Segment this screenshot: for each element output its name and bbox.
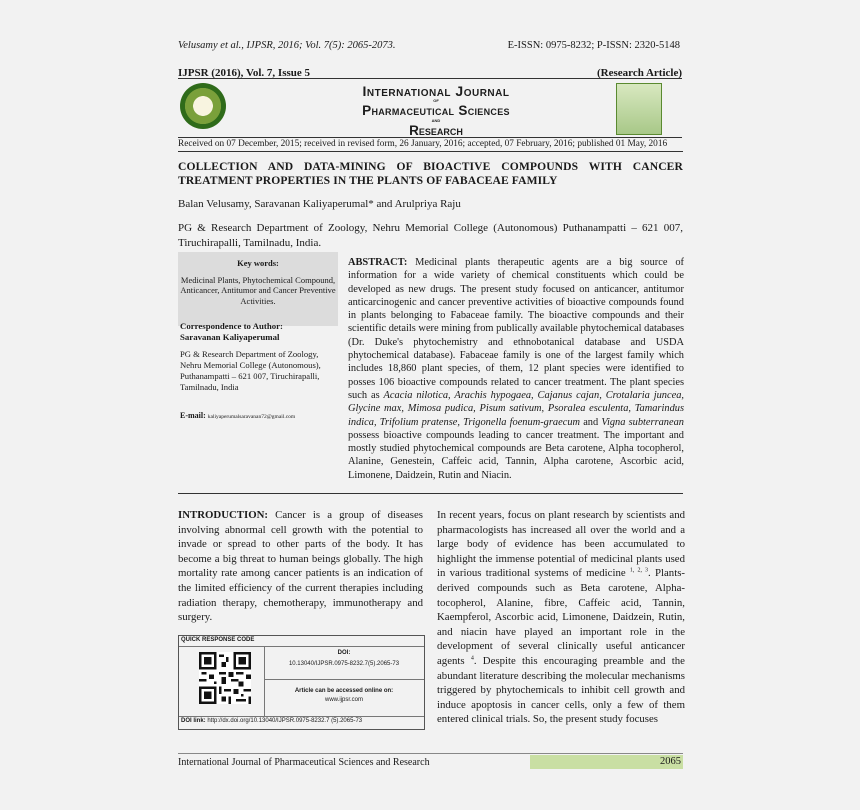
intro-text: Cancer is a group of diseases involving abnormal cell growth with the potential to invade or spread to other parts of the body. It has become a big threat to human beings globally. The high mortality rate among cancer patients is an indication of the limited efficiency of the current therapies including radiation therapy, chemotherapy, immunotherapy and surgery.: [178, 509, 423, 624]
email-label: E-mail:: [180, 411, 206, 420]
body-text-1: In recent years, focus on plant research by scientists and pharmacologists has increased all over the world and a large body of evidence has been accumulated to highlight the immense potential of medicinal plants used in various traditional systems of medicine: [437, 509, 685, 580]
introduction: [178, 508, 423, 625]
journal-logo-icon: [180, 83, 226, 129]
access-label: Article can be accessed online on:: [294, 688, 394, 694]
keywords-box: [178, 252, 338, 326]
access-link[interactable]: www.ijpsr.com: [324, 697, 363, 703]
header-issn: E-ISSN: 0975-8232; P-ISSN: 2320-5148: [507, 40, 680, 51]
journal-name-line2: of: [433, 98, 439, 104]
journal-name: [336, 84, 536, 137]
paper-title: COLLECTION AND DATA-MINING OF BIOACTIVE COMPOUNDS WITH CANCER TREATMENT PROPERTIES IN THE PLANTS OF FABACEAE FAMILY: [178, 160, 683, 187]
header-citation: Velusamy et al., IJPSR, 2016; Vol. 7(5): 2065-2073.: [178, 40, 396, 51]
doi-label: DOI:: [337, 650, 351, 656]
page-number: 2065: [660, 756, 681, 767]
body-text-3: . Despite this encouraging preamble and the abundant literature describing the molecular mechanisms triggered by phytochemicals to inhibit cell growth and induce apoptosis in cancer cells, only a few of them entered clinical trials. So, the present study focuses: [437, 654, 685, 726]
abstract-text-1: Medicinal plants therapeutic agents are a big source of information for a wide variety of chemical constituents which could be developed as new drugs. The present study focused on anticancer, antitumor anticarcinogenic and cancer preventive activities of bioactive compounds found in plants belonging to Fabaceae family. The bioactive compounds and their scientific details were mining from publically available phytochemical databases (Dr. Duke's phytochemistry and ethnobotanical database and USDA phytochemical database). Fabaceae family is one of the largest family which includes 18,860 plant species, of them, 12 plant species were identified to posses 106 bioactive compounds related to cancer treatment. The plant species such as: [348, 257, 684, 401]
footer-divider: [178, 753, 683, 754]
journal-name-line4: and: [431, 117, 441, 124]
citation-ref-1: 1, 2, 3: [629, 567, 649, 574]
correspondence-address: PG & Research Department of Zoology, Nehru Memorial College (Autonomous), Puthanampatti – 621 007, Tiruchirapalli, Tamilnadu, India: [180, 349, 321, 392]
footer-journal: International Journal of Pharmaceutical Sciences and Research: [178, 757, 430, 768]
abstract-label: ABSTRACT:: [348, 257, 408, 268]
qr-heading: QUICK RESPONSE CODE: [181, 637, 255, 643]
journal-banner: [178, 78, 682, 138]
journal-name-line1: International Journal: [362, 83, 510, 99]
keywords-text: Medicinal Plants, Phytochemical Compound, Anticancer, Antitumor and Cancer Preventive Activities.: [180, 274, 336, 306]
authors: Balan Velusamy, Saravanan Kaliyaperumal* and Arulpriya Raju: [178, 198, 461, 210]
received-dates: Received on 07 December, 2015; received in revised form, 26 January, 2016; accepted, 07 February, 2016; published 01 May, 2016: [178, 139, 683, 152]
affiliation: PG & Research Department of Zoology, Nehru Memorial College (Autonomous) Puthanampatti – 621 007, Tiruchirapalli, Tamilnadu, India.: [178, 222, 683, 249]
citation-ref-2: 4: [470, 655, 474, 662]
footer-page-number-box: [530, 755, 683, 769]
abstract-species: Acacia nilotica, Arachis hypogaea, Cajanus cajan, Crotalaria juncea, Glycine max, Mimosa pudica, Pisum sativum, Psoralea esculenta, Tamarindus indica, Trifolium pratense, Trigonella foenum-graecum: [348, 389, 684, 428]
qr-code-icon[interactable]: [199, 652, 251, 704]
abstract: [348, 256, 684, 482]
correspondence-name: Saravanan Kaliyaperumal: [180, 332, 280, 342]
article-type: (Research Article): [596, 67, 682, 79]
doi-link-value[interactable]: http://dx.doi.org/10.13040/IJPSR.0975-8232.7 (5).2065-73: [205, 718, 363, 724]
abstract-text-2: possess bioactive compounds leading to cancer treatment. The important and mostly studied phytochemical compounds are Beta carotene, Alpha tocopherol, Alanine, Genestein, Caffeic acid, Tannin, Alpha carotene, Ascorbic acid, Limonene, Daidzein, Rutin and Niacin.: [348, 429, 684, 481]
correspondence: [180, 321, 340, 343]
journal-name-line5: Research: [409, 122, 463, 138]
journal-name-line3: Pharmaceutical Sciences: [362, 103, 510, 118]
body-right-column: [437, 508, 685, 727]
section-divider: [178, 493, 683, 494]
doi-link-label: DOI link:: [181, 718, 206, 724]
correspondence-heading: Correspondence to Author:: [180, 321, 283, 331]
issue-label: IJPSR (2016), Vol. 7, Issue 5: [178, 67, 311, 79]
intro-label: INTRODUCTION:: [178, 509, 268, 521]
abstract-species-last: Vigna subterranean: [601, 416, 685, 428]
body-text-2: . Plants-derived compounds such as Beta carotene, Alpha-tocopherol, Alanine, fibre, Caffeic acid, Tannin, Kaempferol, Ascorbic acid, Limonene, Daidzein, Rutin, and niacin have played an important role in the development of several clinically useful anticancer agents: [437, 567, 686, 667]
doi-link: [181, 718, 362, 724]
correspondence-email: [180, 411, 295, 420]
email-value[interactable]: kaliyaperumalsaravanan72@gmail.com: [207, 414, 296, 420]
abstract-and: and: [580, 416, 602, 428]
journal-cover-icon: [616, 83, 662, 135]
quick-response-box: [178, 635, 425, 730]
doi-value: 10.13040/IJPSR.0975-8232.7(5).2065-73: [288, 661, 400, 667]
keywords-heading: Key words:: [237, 258, 279, 268]
